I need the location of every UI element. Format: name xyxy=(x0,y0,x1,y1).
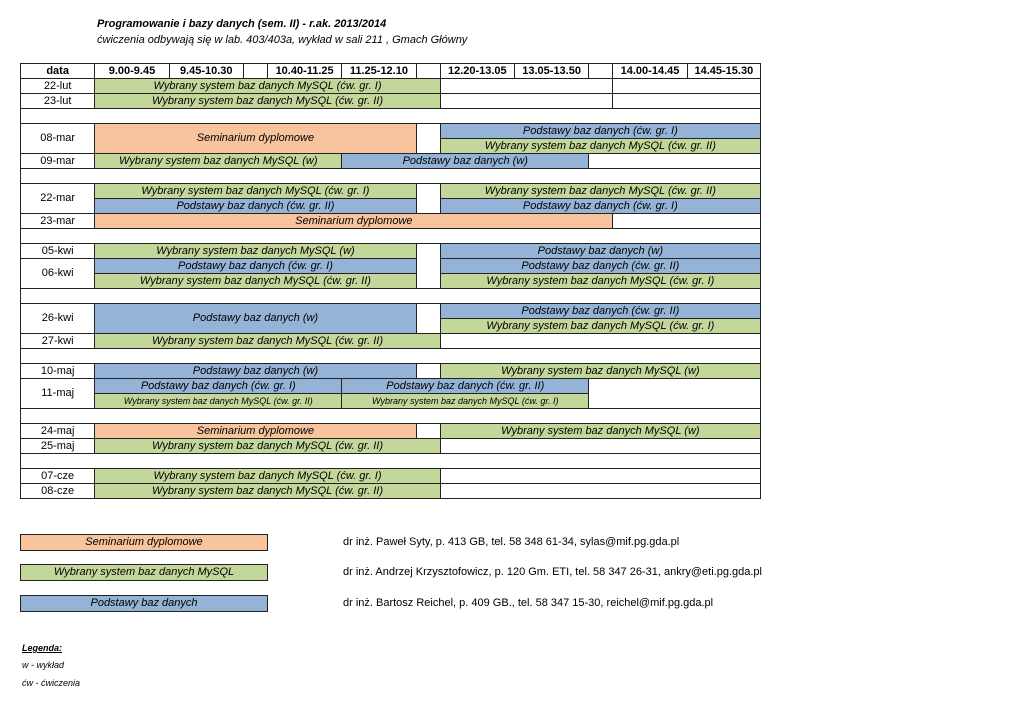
empty-cell xyxy=(416,424,440,439)
table-row xyxy=(21,289,761,304)
date-cell: 10-maj xyxy=(21,364,95,379)
date-cell: 22-lut xyxy=(21,79,95,94)
class-block: Wybrany system baz danych MySQL (ćw. gr. II) xyxy=(95,439,440,454)
date-cell: 08-cze xyxy=(21,484,95,499)
date-cell: 07-cze xyxy=(21,469,95,484)
table-row xyxy=(21,229,761,244)
class-block: Wybrany system baz danych MySQL (ćw. gr. I) xyxy=(440,274,760,289)
column-header-time: 9.45-10.30 xyxy=(169,64,243,79)
empty-cell xyxy=(613,214,761,229)
contact-podstawy: dr inż. Bartosz Reichel, p. 409 GB., tel. 58 347 15-30, reichel@mif.pg.gda.pl xyxy=(343,597,714,609)
table-row xyxy=(21,109,761,124)
class-block: Podstawy baz danych (ćw. gr. II) xyxy=(440,304,760,319)
empty-cell xyxy=(416,364,440,379)
class-block: Podstawy baz danych (ćw. gr. I) xyxy=(440,199,760,214)
class-block: Wybrany system baz danych MySQL (ćw. gr. I) xyxy=(95,79,440,94)
column-header-time xyxy=(589,64,613,79)
legend-box-mysql: Wybrany system baz danych MySQL xyxy=(20,564,268,581)
empty-cell xyxy=(21,109,761,124)
legend-item-wyklad: w - wykład xyxy=(22,660,65,670)
class-block: Wybrany system baz danych MySQL (w) xyxy=(95,244,416,259)
table-row xyxy=(21,484,761,499)
empty-cell xyxy=(440,469,760,484)
class-block: Podstawy baz danych (w) xyxy=(95,364,416,379)
legend-box-seminarium: Seminarium dyplomowe xyxy=(20,534,268,551)
column-header-time: 14.45-15.30 xyxy=(687,64,760,79)
empty-cell xyxy=(440,94,613,109)
empty-cell xyxy=(416,124,440,154)
table-row xyxy=(21,214,761,229)
class-block: Podstawy baz danych (ćw. gr. II) xyxy=(342,379,589,394)
table-row xyxy=(21,349,761,364)
class-block: Wybrany system baz danych MySQL (ćw. gr. II) xyxy=(95,274,416,289)
table-row xyxy=(21,364,761,379)
class-block: Podstawy baz danych (w) xyxy=(440,244,760,259)
date-cell: 23-mar xyxy=(21,214,95,229)
class-block: Wybrany system baz danych MySQL (ćw. gr. I) xyxy=(95,469,440,484)
date-cell: 08-mar xyxy=(21,124,95,154)
header-row xyxy=(21,64,761,79)
table-row xyxy=(21,454,761,469)
class-block: Podstawy baz danych (ćw. gr. I) xyxy=(440,124,760,139)
empty-cell xyxy=(416,304,440,334)
date-cell: 09-mar xyxy=(21,154,95,169)
class-block: Podstawy baz danych (w) xyxy=(95,304,416,334)
date-cell: 05-kwi xyxy=(21,244,95,259)
date-cell: 06-kwi xyxy=(21,259,95,289)
empty-cell xyxy=(589,379,761,409)
empty-cell xyxy=(613,94,761,109)
contact-mysql: dr inż. Andrzej Krzysztofowicz, p. 120 Gm. ETI, tel. 58 347 26-31, ankry@eti.pg.gda.pl xyxy=(343,566,762,578)
contact-seminarium: dr inż. Paweł Syty, p. 413 GB, tel. 58 348 61-34, sylas@mif.pg.gda.pl xyxy=(343,536,680,548)
class-block: Podstawy baz danych (ćw. gr. I) xyxy=(95,379,342,394)
table-row xyxy=(21,199,761,214)
empty-cell xyxy=(21,454,761,469)
date-cell: 22-mar xyxy=(21,184,95,214)
column-header-time xyxy=(243,64,267,79)
table-row xyxy=(21,169,761,184)
legend-item-cwiczenia: ćw - ćwiczenia xyxy=(22,678,81,688)
schedule-header xyxy=(21,64,761,79)
empty-cell xyxy=(21,349,761,364)
empty-cell xyxy=(21,409,761,424)
date-cell: 11-maj xyxy=(21,379,95,409)
class-block: Wybrany system baz danych MySQL (ćw. gr. II) xyxy=(95,484,440,499)
table-row xyxy=(21,424,761,439)
class-block: Wybrany system baz danych MySQL (ćw. gr. II) xyxy=(95,94,440,109)
class-block: Wybrany system baz danych MySQL (w) xyxy=(440,424,760,439)
empty-cell xyxy=(440,439,760,454)
table-row xyxy=(21,244,761,259)
page-subtitle: ćwiczenia odbywają się w lab. 403/403a, wykład w sali 211 , Gmach Główny xyxy=(97,34,468,46)
empty-cell xyxy=(589,154,761,169)
table-row xyxy=(21,334,761,349)
class-block: Wybrany system baz danych MySQL (ćw. gr. II) xyxy=(95,394,342,409)
empty-cell xyxy=(613,79,761,94)
column-header-time: 12.20-13.05 xyxy=(440,64,514,79)
class-block: Seminarium dyplomowe xyxy=(95,424,416,439)
table-row xyxy=(21,439,761,454)
class-block: Wybrany system baz danych MySQL (w) xyxy=(440,364,760,379)
table-row xyxy=(21,259,761,274)
table-row xyxy=(21,304,761,319)
column-header-time: 11.25-12.10 xyxy=(342,64,416,79)
table-row xyxy=(21,79,761,94)
table-row xyxy=(21,469,761,484)
class-block: Wybrany system baz danych MySQL (ćw. gr. I) xyxy=(342,394,589,409)
class-block: Podstawy baz danych (ćw. gr. I) xyxy=(95,259,416,274)
class-block: Podstawy baz danych (ćw. gr. II) xyxy=(95,199,416,214)
class-block: Wybrany system baz danych MySQL (ćw. gr. I) xyxy=(95,184,416,199)
legend-box-podstawy: Podstawy baz danych xyxy=(20,595,268,612)
column-header-time: 10.40-11.25 xyxy=(267,64,341,79)
class-block: Podstawy baz danych (w) xyxy=(342,154,589,169)
page-title: Programowanie i bazy danych (sem. II) - r.ak. 2013/2014 xyxy=(97,18,387,30)
date-cell: 25-maj xyxy=(21,439,95,454)
column-header-time: 14.00-14.45 xyxy=(613,64,687,79)
empty-cell xyxy=(21,169,761,184)
table-row xyxy=(21,409,761,424)
empty-cell xyxy=(416,244,440,289)
table-row xyxy=(21,94,761,109)
schedule-body xyxy=(21,79,761,499)
column-header-time: 9.00-9.45 xyxy=(95,64,169,79)
class-block: Seminarium dyplomowe xyxy=(95,214,613,229)
empty-cell xyxy=(21,229,761,244)
table-row xyxy=(21,124,761,139)
schedule-table xyxy=(20,63,761,499)
date-cell: 23-lut xyxy=(21,94,95,109)
empty-cell xyxy=(440,334,760,349)
class-block: Wybrany system baz danych MySQL (ćw. gr. II) xyxy=(440,184,760,199)
date-cell: 24-maj xyxy=(21,424,95,439)
class-block: Podstawy baz danych (ćw. gr. II) xyxy=(440,259,760,274)
table-row xyxy=(21,379,761,394)
class-block: Wybrany system baz danych MySQL (ćw. gr. I) xyxy=(440,319,760,334)
class-block: Wybrany system baz danych MySQL (ćw. gr. II) xyxy=(440,139,760,154)
date-cell: 26-kwi xyxy=(21,304,95,334)
empty-cell xyxy=(416,184,440,214)
table-row xyxy=(21,274,761,289)
date-cell: 27-kwi xyxy=(21,334,95,349)
empty-cell xyxy=(440,484,760,499)
legend-title: Legenda: xyxy=(22,643,63,653)
class-block: Seminarium dyplomowe xyxy=(95,124,416,154)
table-row xyxy=(21,154,761,169)
table-row xyxy=(21,184,761,199)
class-block: Wybrany system baz danych MySQL (ćw. gr. II) xyxy=(95,334,440,349)
column-header-time: 13.05-13.50 xyxy=(514,64,588,79)
column-header-time xyxy=(416,64,440,79)
column-header-date: data xyxy=(21,64,95,79)
class-block: Wybrany system baz danych MySQL (w) xyxy=(95,154,342,169)
empty-cell xyxy=(21,289,761,304)
empty-cell xyxy=(440,79,613,94)
